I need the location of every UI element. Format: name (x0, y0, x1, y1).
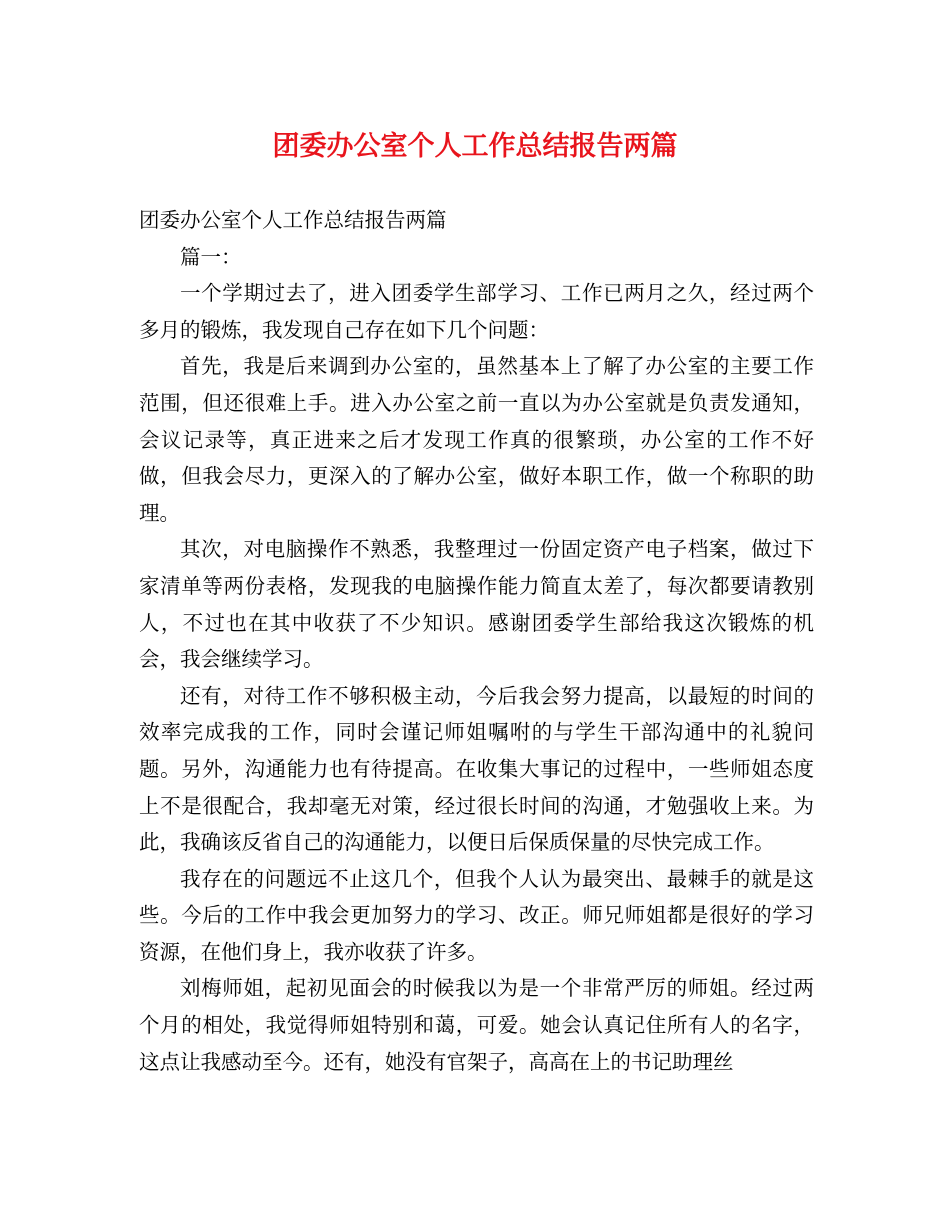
section-heading-paragraph: 篇一： (180, 244, 242, 269)
body-paragraph: 一个学期过去了，进入团委学生部学习、工作已两月之久，经过两个多月的锻炼，我发现自己存在如下几个问题： (139, 281, 814, 342)
body-paragraph: 刘梅师姐，起初见面会的时候我以为是一个非常严厉的师姐。经过两个月的相处，我觉得师姐特别和蔼，可爱。她会认真记住所有人的名字，这点让我感动至今。还有，她没有官架子，高高在上的书记助理丝 (139, 976, 814, 1074)
body-paragraph: 还有，对待工作不够积极主动，今后我会努力提高，以最短的时间的效率完成我的工作，同时会谨记师姐嘱咐的与学生干部沟通中的礼貌问题。另外，沟通能力也有待提高。在收集大事记的过程中，一些师姐态度上不是很配合，我却毫无对策，经过很长时间的沟通，才勉强收上来。为此，我确该反省自己的沟通能力，以便日后保质保量的尽快完成工作。 (139, 683, 814, 855)
body-paragraph: 我存在的问题远不止这几个，但我个人认为最突出、最棘手的就是这些。今后的工作中我会更加努力的学习、改正。师兄师姐都是很好的学习资源，在他们身上，我亦收获了许多。 (139, 866, 814, 964)
document-body (139, 202, 814, 1080)
body-paragraph: 其次，对电脑操作不熟悉，我整理过一份固定资产电子档案，做过下家清单等两份表格，发现我的电脑操作能力简直太差了，每次都要请教别人，不过也在其中收获了不少知识。感谢团委学生部给我这次锻炼的机会，我会继续学习。 (139, 537, 814, 672)
body-paragraph: 首先，我是后来调到办公室的，虽然基本上了解了办公室的主要工作范围，但还很难上手。进入办公室之前一直以为办公室就是负责发通知，会议记录等，真正进来之后才发现工作真的很繁琐，办公室的工作不好做，但我会尽力，更深入的了解办公室，做好本职工作，做一个称职的助理。 (139, 354, 814, 525)
body-subtitle-paragraph: 团委办公室个人工作总结报告两篇 (139, 208, 447, 232)
document-title: 团委办公室个人工作总结报告两篇 (272, 131, 678, 162)
